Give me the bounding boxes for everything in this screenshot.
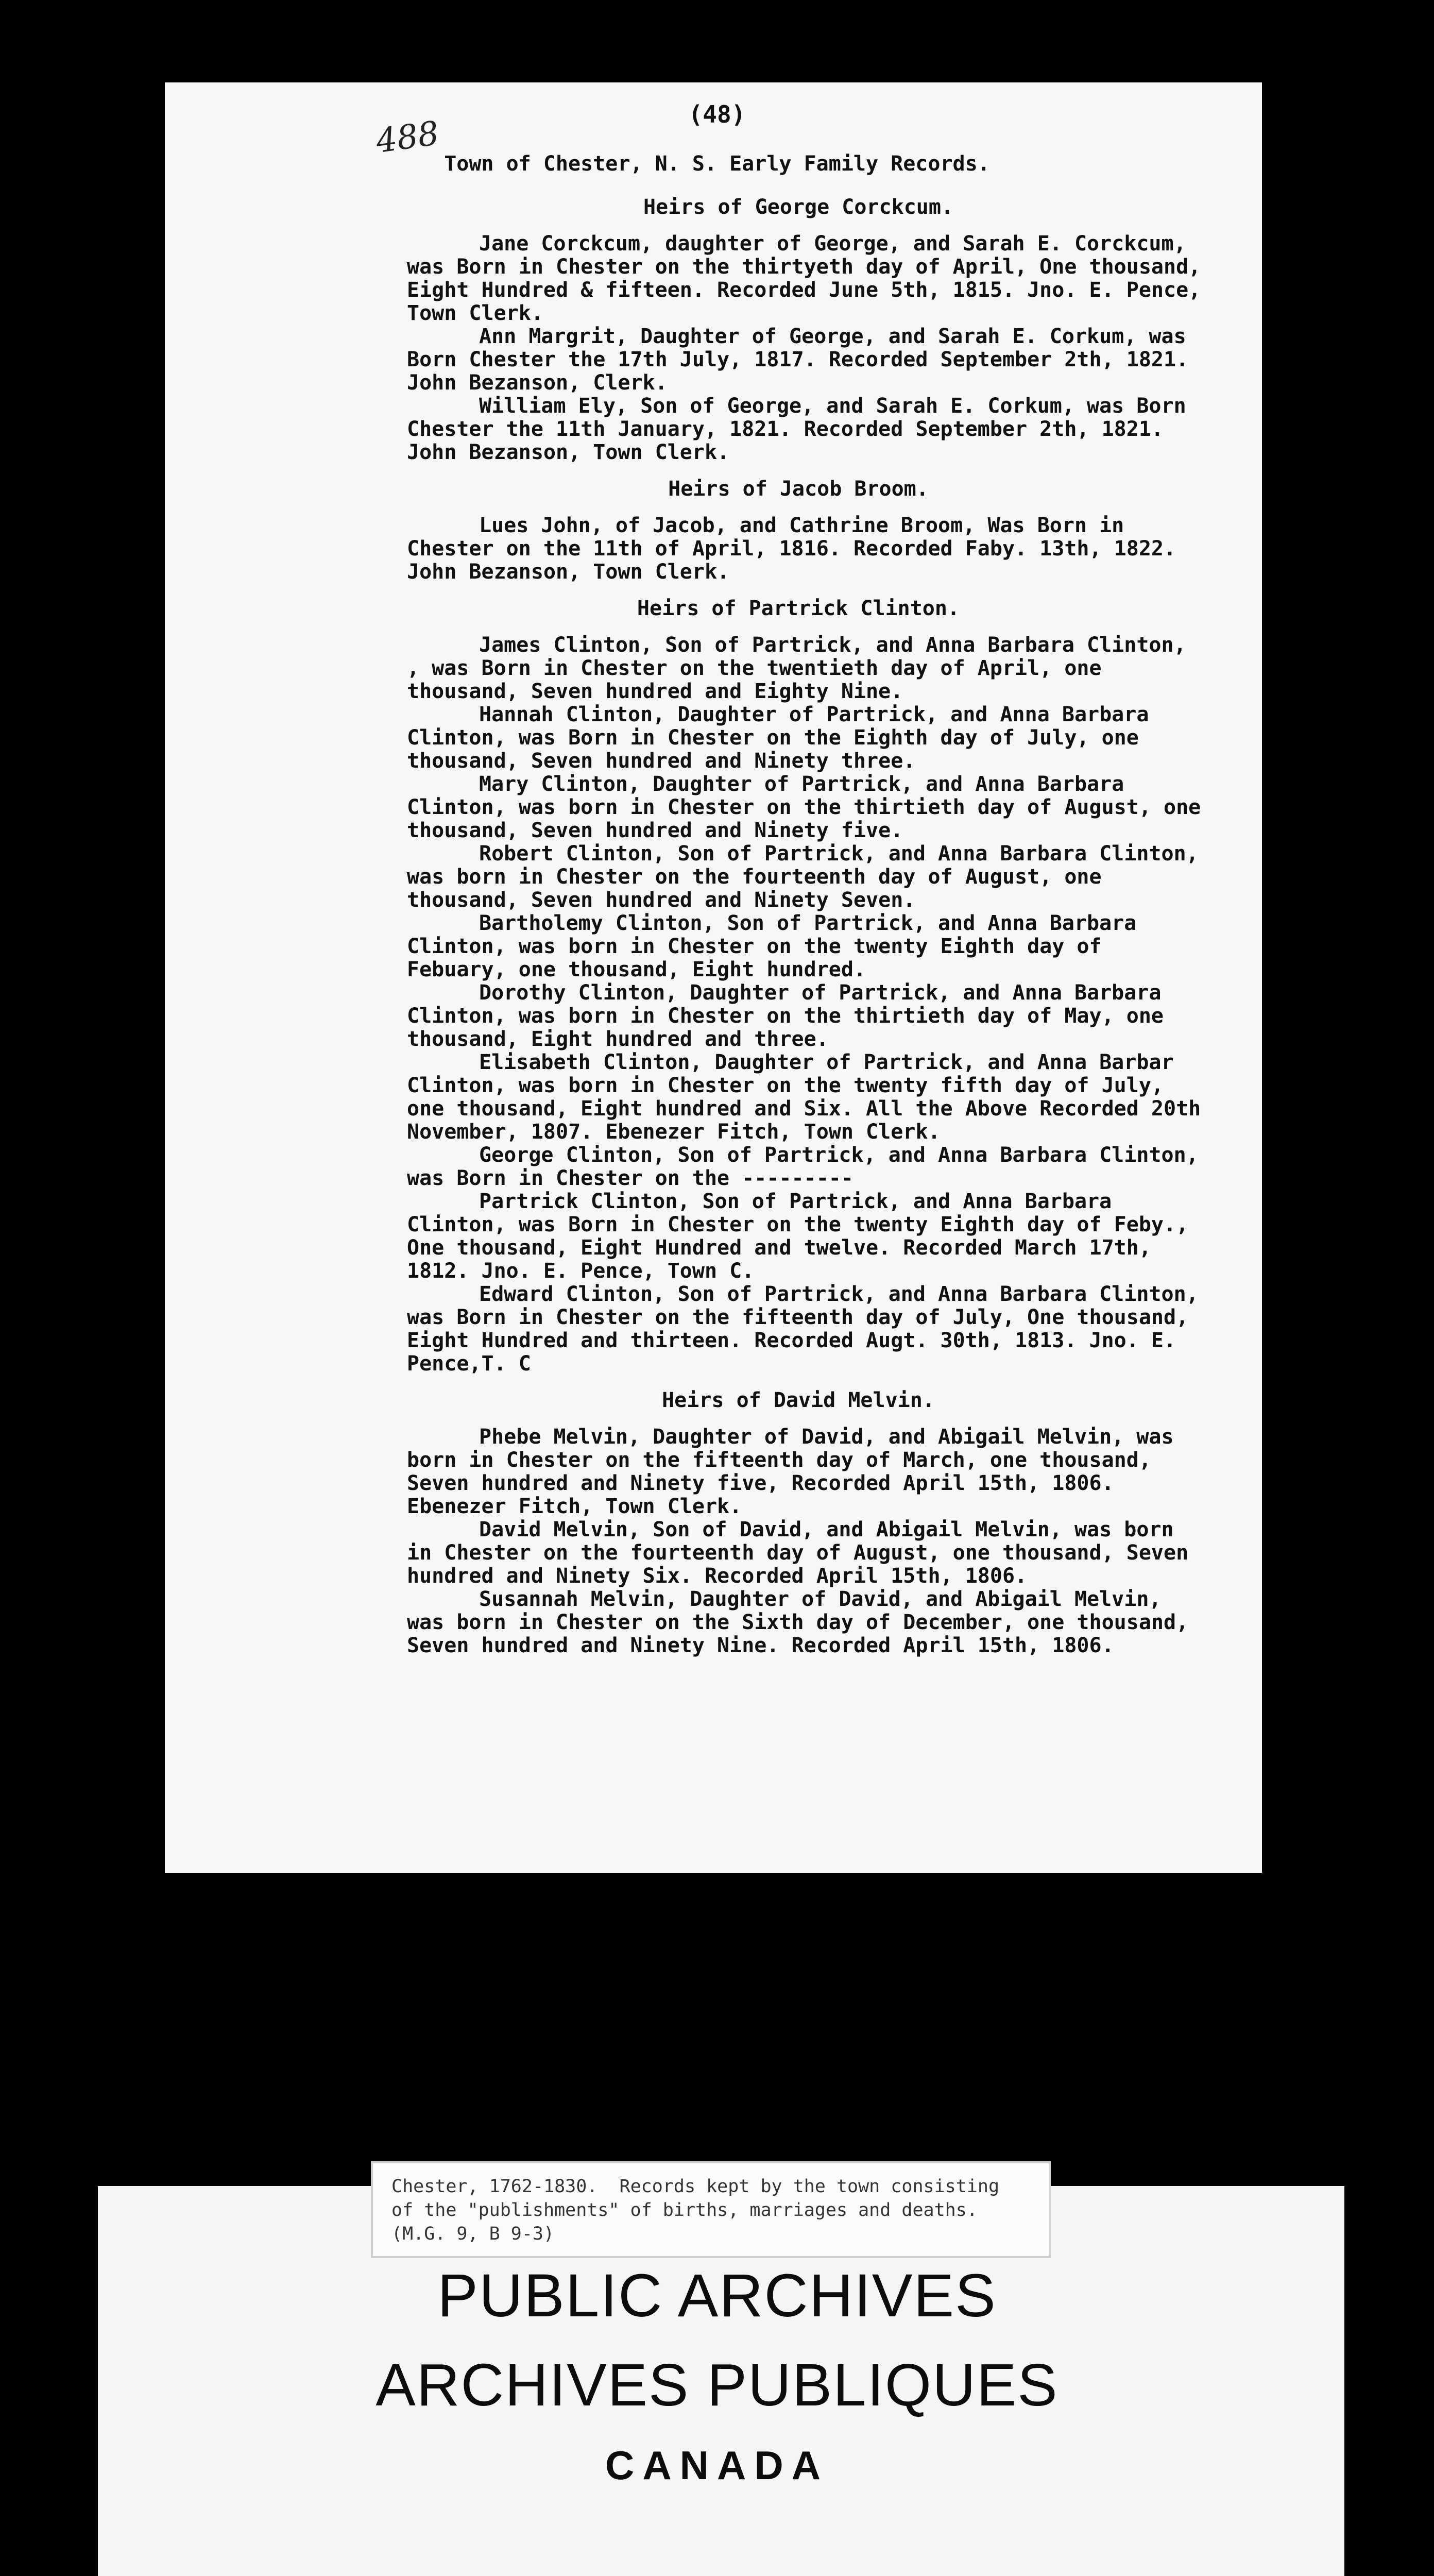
family-heading-broom: Heirs of Jacob Broom. bbox=[668, 477, 929, 501]
record-entry: Elisabeth Clinton, Daughter of Partrick, and Anna Barbar Clinton, was born in Chester on the twenty fifth day of July, one thousand, Eight hundred and Six. All the Above Recorded 20th November, 1807. Ebenezer Fitch, Town Clerk. bbox=[407, 1050, 1201, 1144]
archive-label-line: (M.G. 9, B 9-3) bbox=[391, 2224, 555, 2244]
record-entry: Partrick Clinton, Son of Partrick, and Anna Barbara Clinton, was Born in Chester on the twenty Eighth day of Feby., One thousand, Eight Hundred and twelve. Recorded March 17th, 1812. Jno. E. Pence, Town C. bbox=[407, 1190, 1189, 1283]
family-entries-melvin bbox=[407, 1426, 1210, 1657]
record-entry: William Ely, Son of George, and Sarah E. Corkum, was Born Chester the 11th January, 1821. Recorded September 2th, 1821. John Bezanson, Town Clerk. bbox=[407, 394, 1186, 464]
record-entry: Ann Margrit, Daughter of George, and Sarah E. Corkum, was Born Chester the 17th July, 1817. Recorded September 2th, 1821. John Bezanson, Clerk. bbox=[407, 325, 1189, 395]
archive-description-label bbox=[371, 2161, 1051, 2258]
family-heading-clinton: Heirs of Partrick Clinton. bbox=[637, 597, 960, 620]
page-number: (48) bbox=[688, 100, 746, 128]
record-entry: Dorothy Clinton, Daughter of Partrick, and Anna Barbara Clinton, was born in Chester on the thirtieth day of May, one thousand, Eight hundred and three. bbox=[407, 981, 1164, 1051]
record-entry: Robert Clinton, Son of Partrick, and Anna Barbara Clinton, was born in Chester on the fourteenth day of August, one thousand, Seven hundred and Ninety Seven. bbox=[407, 842, 1199, 912]
family-entries-broom bbox=[407, 514, 1210, 584]
record-entry: Mary Clinton, Daughter of Partrick, and Anna Barbara Clinton, was born in Chester on the thirtieth day of August, one thousand, Seven hundred and Ninety five. bbox=[407, 772, 1201, 842]
family-entries-corckcum bbox=[407, 232, 1210, 464]
record-entry: James Clinton, Son of Partrick, and Anna Barbara Clinton, , was Born in Chester on the twentieth day of April, one thousand, Seven hundred and Eighty Nine. bbox=[407, 633, 1186, 703]
family-records bbox=[407, 196, 1210, 1663]
family-entries-clinton bbox=[407, 634, 1210, 1376]
archive-label-line: of the "publishments" of births, marriages and deaths. bbox=[391, 2200, 978, 2221]
handwritten-page-note: 488 bbox=[373, 114, 441, 161]
record-entry: Edward Clinton, Son of Partrick, and Anna Barbara Clinton, was Born in Chester on the fifteenth day of July, One thousand, Eight Hundred and thirteen. Recorded Augt. 30th, 1813. Jno. E. Pence,T. C bbox=[407, 1282, 1199, 1376]
archives-title-english: PUBLIC ARCHIVES bbox=[437, 2262, 997, 2330]
record-entry: Lues John, of Jacob, and Cathrine Broom, Was Born in Chester on the 11th of April, 1816. Recorded Faby. 13th, 1822. John Bezanson, Town Clerk. bbox=[407, 514, 1176, 584]
family-heading-corckcum: Heirs of George Corckcum. bbox=[643, 195, 954, 219]
record-entry: Susannah Melvin, Daughter of David, and Abigail Melvin, was born in Chester on the Sixth day of December, one thousand, Seven hundred and Ninety Nine. Recorded April 15th, 1806. bbox=[407, 1587, 1189, 1657]
record-title: Town of Chester, N. S. Early Family Records. bbox=[444, 152, 990, 176]
record-entry: Bartholemy Clinton, Son of Partrick, and Anna Barbara Clinton, was born in Chester on the twenty Eighth day of Febuary, one thousand, Eight hundred. bbox=[407, 911, 1137, 981]
archive-label-line: Chester, 1762-1830. Records kept by the town consisting bbox=[391, 2176, 1000, 2197]
archives-title-french: ARCHIVES PUBLIQUES bbox=[375, 2351, 1059, 2418]
family-heading-melvin: Heirs of David Melvin. bbox=[662, 1388, 935, 1412]
record-entry: Hannah Clinton, Daughter of Partrick, and Anna Barbara Clinton, was Born in Chester on the Eighth day of July, one thousand, Seven hundred and Ninety three. bbox=[407, 703, 1149, 773]
record-entry: George Clinton, Son of Partrick, and Anna Barbara Clinton, was Born in Chester on the --------- bbox=[407, 1143, 1199, 1190]
record-entry: David Melvin, Son of David, and Abigail Melvin, was born in Chester on the fourteenth day of August, one thousand, Seven hundred and Ninety Six. Recorded April 15th, 1806. bbox=[407, 1518, 1189, 1588]
record-entry: Jane Corckcum, daughter of George, and Sarah E. Corckcum, was Born in Chester on the thirtyeth day of April, One thousand, Eight Hundred & fifteen. Recorded June 5th, 1815. Jno. E. Pence, Town Clerk. bbox=[407, 232, 1201, 325]
archives-country: CANADA bbox=[605, 2443, 829, 2488]
record-entry: Phebe Melvin, Daughter of David, and Abigail Melvin, was born in Chester on the fifteenth day of March, one thousand, Seven hundred and Ninety five, Recorded April 15th, 1806. Ebenezer Fitch, Town Clerk. bbox=[407, 1425, 1174, 1518]
